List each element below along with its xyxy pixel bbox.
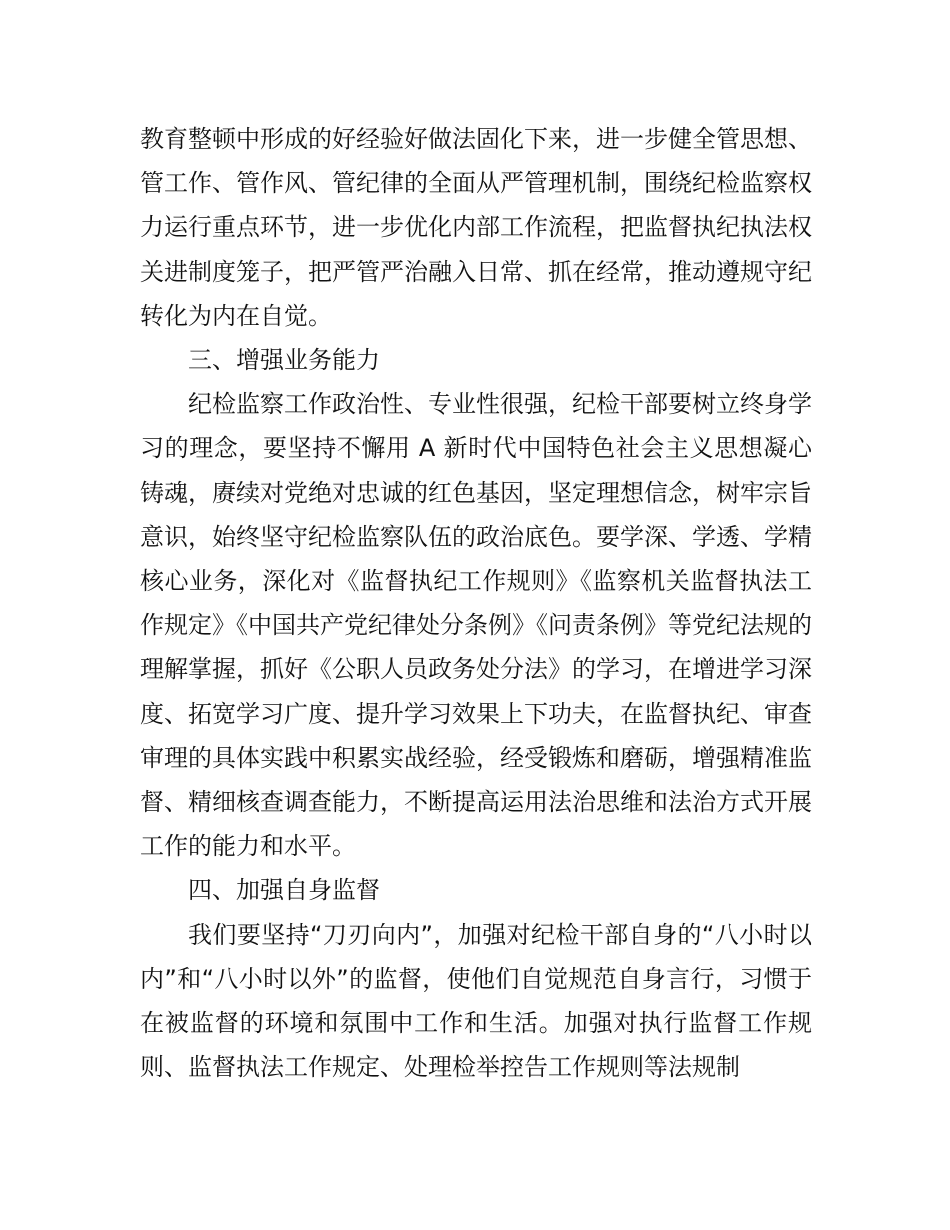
paragraph-self-supervision: 我们要坚持“刀刃向内”，加强对纪检干部自身的“八小时以内”和“八小时以外”的监督，使他们自觉规范自身言行，习惯于在被监督的环境和氛围中工作和生活。加强对执行监督工作规则、监督执法工作规定、处理检举控告工作规则等法规制 [140, 920, 812, 1082]
section-heading-four: 四、加强自身监督 [188, 876, 380, 905]
document-body [140, 117, 812, 1089]
paragraph-continued: 教育整顿中形成的好经验好做法固化下来，进一步健全管思想、管工作、管作风、管纪律的全面从严管理机制，围绕纪检监察权力运行重点环节，进一步优化内部工作流程，把监督执纪执法权关进制度笼子，把严管严治融入日常、抓在经常，推动遵规守纪转化为内在自觉。 [140, 125, 812, 330]
section-heading-three: 三、增强业务能力 [188, 346, 380, 375]
paragraph-business-ability: 纪检监察工作政治性、专业性很强，纪检干部要树立终身学习的理念，要坚持不懈用 A 新时代中国特色社会主义思想凝心铸魂，赓续对党绝对忠诚的红色基因，坚定理想信念，树牢宗旨意识，始终坚守纪检监察队伍的政治底色。要学深、学透、学精核心业务，深化对《监督执纪工作规则》《监察机关监督执法工作规定》《中国共产党纪律处分条例》《问责条例》等党纪法规的理解掌握，抓好《公职人员政务处分法》的学习，在增进学习深度、拓宽学习广度、提升学习效果上下功夫，在监督执纪、审查审理的具体实践中积累实战经验，经受锻炼和磨砺，增强精准监督、精细核查调查能力，不断提高运用法治思维和法治方式开展工作的能力和水平。 [140, 390, 812, 861]
